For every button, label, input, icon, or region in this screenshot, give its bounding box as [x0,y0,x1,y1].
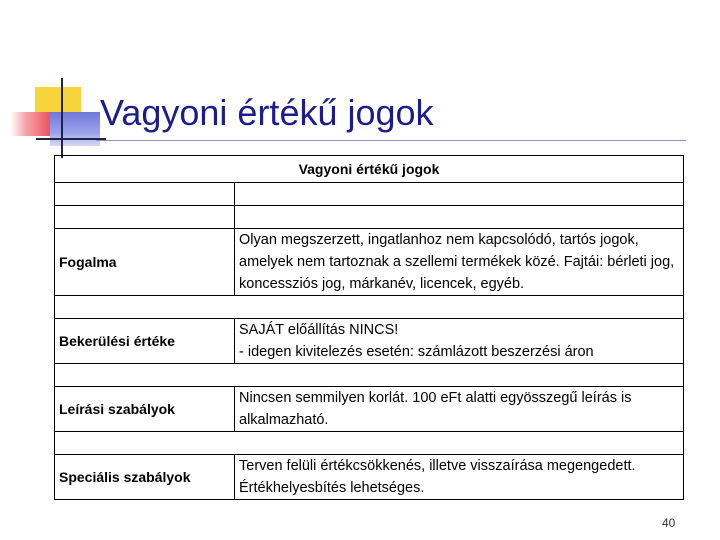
table-row [55,455,684,500]
title-divider [96,140,686,141]
table-row [55,229,684,296]
row-label-fogalma: Fogalma [55,229,235,296]
value-line: alkalmazható. [239,412,329,428]
table-row [55,387,684,432]
spacer-row [55,364,684,387]
value-line: koncessziós jog, márkanév, licencek, egyéb. [239,276,525,292]
row-label-specialis: Speciális szabályok [55,455,235,500]
row-label-bekerulesi: Bekerülési értéke [55,319,235,364]
value-line: Értékhelyesbítés lehetséges. [239,480,425,496]
row-value [235,387,684,432]
slide-title: Vagyoni értékű jogok [100,92,434,133]
value-line: amelyek nem tartoznak a szellemi termékek közé. Fajtái: bérleti jog, [239,254,675,270]
row-value [235,455,684,500]
decor-blue-square [50,112,100,146]
rights-table [54,155,684,500]
table-header-row [55,156,684,183]
value-line: SAJÁT előállítás NINCS! [239,322,399,338]
value-line: - idegen kivitelezés esetén: számlázott beszerzési áron [239,344,594,360]
table-header: Vagyoni értékű jogok [55,156,684,183]
row-value [235,319,684,364]
value-line: Terven felüli értékcsökkenés, illetve visszaírása megengedett. [239,458,636,474]
row-label-leirasi: Leírási szabályok [55,387,235,432]
page-number: 40 [662,516,676,530]
spacer-row [55,296,684,319]
spacer-row [55,432,684,455]
table-row [55,319,684,364]
value-line: Nincsen semmilyen korlát. 100 eFt alatti egyösszegű leírás is [239,390,632,406]
decor-vertical-line [61,78,63,158]
spacer-row [55,206,684,229]
row-value [235,229,684,296]
spacer-row [55,183,684,206]
value-line: Olyan megszerzett, ingatlanhoz nem kapcsolódó, tartós jogok, [239,232,639,248]
